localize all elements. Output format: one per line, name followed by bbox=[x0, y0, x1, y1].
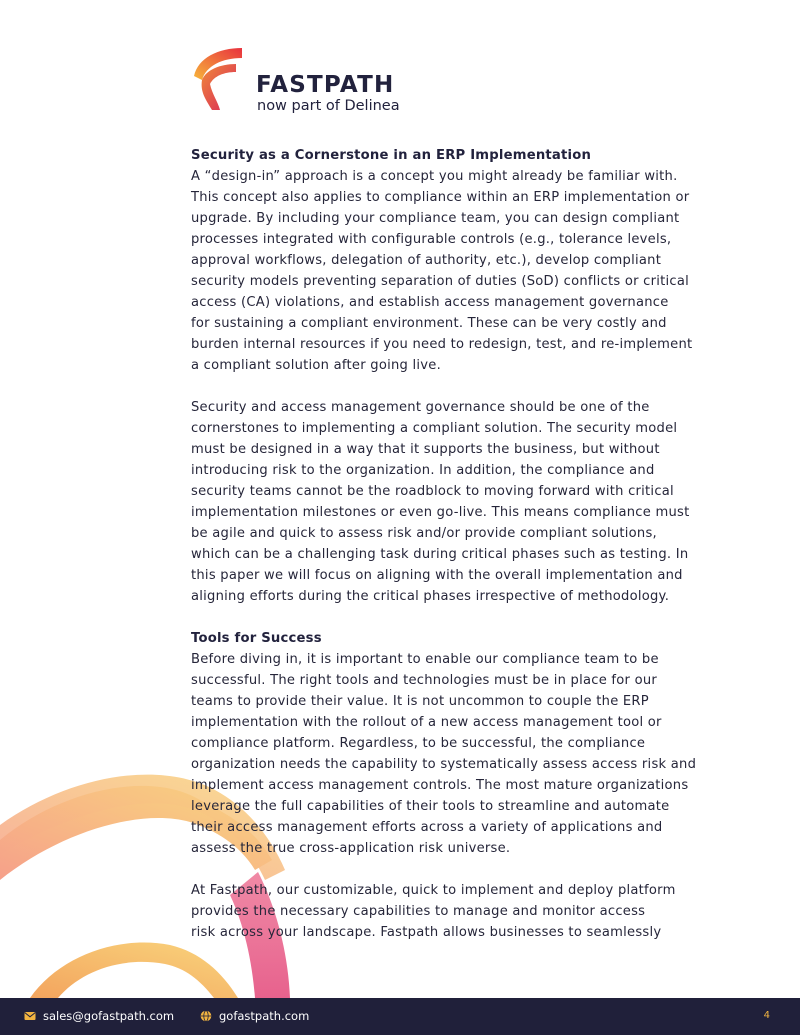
text-line: cornerstones to implementing a compliant solution. The security model bbox=[191, 421, 678, 436]
text-line: this paper we will focus on aligning with the overall implementation and bbox=[191, 568, 683, 583]
text-line: implementation with the rollout of a new access management tool or bbox=[191, 715, 662, 730]
text-line: a compliant solution after going live. bbox=[191, 358, 441, 373]
brand-name: FASTPATH bbox=[256, 72, 395, 98]
text-line: security teams cannot be the roadblock to moving forward with critical bbox=[191, 484, 674, 499]
text-line: successful. The right tools and technologies must be in place for our bbox=[191, 673, 658, 688]
fastpath-logo-mark-icon bbox=[190, 46, 248, 112]
text-line: security models preventing separation of duties (SoD) conflicts or critical bbox=[191, 274, 690, 289]
paragraph bbox=[191, 649, 721, 859]
article-body bbox=[191, 145, 721, 964]
text-line: provides the necessary capabilities to manage and monitor access bbox=[191, 904, 646, 919]
globe-icon bbox=[200, 1010, 212, 1022]
text-line: their access management efforts across a variety of applications and bbox=[191, 820, 663, 835]
paragraph bbox=[191, 397, 721, 607]
text-line: implementation milestones or even go-live. This means compliance must bbox=[191, 505, 690, 520]
text-line: This concept also applies to compliance within an ERP implementation or bbox=[191, 190, 690, 205]
paragraph bbox=[191, 880, 721, 943]
text-line: approval workflows, delegation of authority, etc.), develop compliant bbox=[191, 253, 662, 268]
text-line: teams to provide their value. It is not uncommon to couple the ERP bbox=[191, 694, 649, 709]
text-line: risk across your landscape. Fastpath allows businesses to seamlessly bbox=[191, 925, 662, 940]
envelope-icon bbox=[24, 1010, 36, 1022]
footer-email: sales@gofastpath.com bbox=[43, 1009, 175, 1023]
text-line: upgrade. By including your compliance team, you can design compliant bbox=[191, 211, 680, 226]
text-line: burden internal resources if you need to redesign, test, and re-implement bbox=[191, 337, 693, 352]
footer-website: gofastpath.com bbox=[219, 1009, 310, 1023]
brand-tagline: now part of Delinea bbox=[257, 98, 400, 114]
text-line: for sustaining a compliant environment. These can be very costly and bbox=[191, 316, 667, 331]
text-line: must be designed in a way that it supports the business, but without bbox=[191, 442, 660, 457]
text-line: introducing risk to the organization. In addition, the compliance and bbox=[191, 463, 655, 478]
text-line: Security and access management governance should be one of the bbox=[191, 400, 650, 415]
text-line: access (CA) violations, and establish access management governance bbox=[191, 295, 669, 310]
text-line: A “design-in” approach is a concept you might already be familiar with. bbox=[191, 169, 678, 184]
text-line: leverage the full capabilities of their tools to streamline and automate bbox=[191, 799, 670, 814]
section-heading-security: Security as a Cornerstone in an ERP Implementation bbox=[191, 148, 592, 163]
text-line: be agile and quick to assess risk and/or provide compliant solutions, bbox=[191, 526, 657, 541]
text-line: Before diving in, it is important to enable our compliance team to be bbox=[191, 652, 659, 667]
paragraph bbox=[191, 166, 721, 376]
page-number: 4 bbox=[763, 1010, 770, 1021]
text-line: implement access management controls. The most mature organizations bbox=[191, 778, 689, 793]
text-line: assess the true cross-application risk universe. bbox=[191, 841, 511, 856]
section-heading-tools: Tools for Success bbox=[191, 631, 322, 646]
text-line: compliance platform. Regardless, to be successful, the compliance bbox=[191, 736, 646, 751]
footer-email-link[interactable] bbox=[24, 1009, 174, 1023]
footer-website-link[interactable] bbox=[200, 1009, 309, 1023]
text-line: aligning efforts during the critical phases irrespective of methodology. bbox=[191, 589, 670, 604]
footer-bar bbox=[0, 998, 800, 1035]
text-line: At Fastpath, our customizable, quick to implement and deploy platform bbox=[191, 883, 676, 898]
text-line: organization needs the capability to systematically assess access risk and bbox=[191, 757, 697, 772]
text-line: which can be a challenging task during critical phases such as testing. In bbox=[191, 547, 689, 562]
text-line: processes integrated with configurable controls (e.g., tolerance levels, bbox=[191, 232, 672, 247]
